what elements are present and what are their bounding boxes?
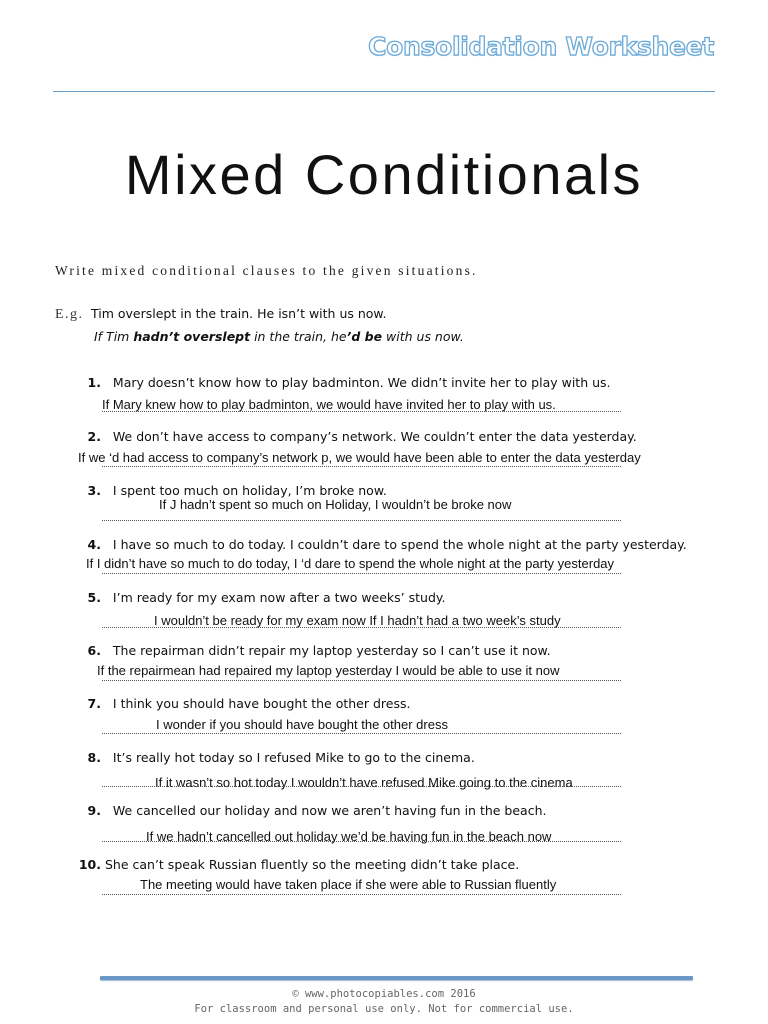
question-5 (75, 590, 446, 605)
question-text: She can’t speak Russian fluently so the meeting didn’t take place. (104, 857, 520, 872)
answer-3[interactable]: If J hadn’t spent so much on Holiday, I wouldn’t be broke now (159, 497, 512, 512)
answer-line-9 (102, 841, 621, 842)
answer-8[interactable]: If it wasn’t so hot today I wouldn’t have refused Mike going to the cinema (155, 775, 573, 790)
answer-line-1 (102, 411, 621, 412)
worksheet-brand: Consolidation Worksheet (368, 32, 714, 61)
example-answer-mid: in the train, he (250, 329, 347, 344)
answer-9[interactable]: If we hadn’t cancelled out holiday we’d be having fun in the beach now (146, 829, 552, 844)
question-text: We don’t have access to company’s network. We couldn’t enter the data yesterday. (112, 429, 637, 444)
answer-6[interactable]: If the repairmean had repaired my laptop yesterday I would be able to use it now (97, 663, 560, 678)
question-number: 4. (87, 537, 101, 552)
question-number: 6. (87, 643, 101, 658)
answer-line-5 (102, 627, 621, 628)
answer-7[interactable]: I wonder if you should have bought the other dress (156, 717, 448, 732)
question-text: I’m ready for my exam now after a two weeks’ study. (112, 590, 446, 605)
example-answer-pre: If Tim (94, 329, 134, 344)
answer-line-2 (102, 466, 621, 467)
answer-line-8 (102, 786, 621, 787)
question-text: Mary doesn’t know how to play badminton. We didn’t invite her to play with us. (112, 375, 611, 390)
question-4 (75, 537, 687, 552)
example-answer-bold-1: hadn’t overslept (133, 329, 251, 344)
answer-line-3 (102, 520, 621, 521)
question-number: 9. (87, 803, 101, 818)
question-number: 2. (87, 429, 101, 444)
answer-1[interactable]: If Mary knew how to play badminton, we would have invited her to play with us. (102, 397, 556, 412)
question-2 (75, 429, 637, 444)
question-number: 7. (87, 696, 101, 711)
question-text: We cancelled our holiday and now we aren’t having fun in the beach. (112, 803, 547, 818)
answer-2[interactable]: If we ‘d had access to company’s network p, we would have been able to enter the data yesterday (78, 450, 641, 465)
question-text: I have so much to do today. I couldn’t dare to spend the whole night at the party yesterday. (112, 537, 687, 552)
example-label: E.g. (55, 307, 84, 322)
question-3 (75, 483, 387, 498)
question-1 (75, 375, 611, 390)
question-number: 3. (87, 483, 101, 498)
question-number: 8. (87, 750, 101, 765)
question-6 (75, 643, 551, 658)
answer-line-4 (102, 573, 621, 574)
example-answer-post: with us now. (382, 329, 464, 344)
example-answer (94, 329, 464, 344)
footer-divider (100, 976, 693, 980)
answer-5[interactable]: I wouldn’t be ready for my exam now If I hadn’t had a two week’s study (154, 613, 561, 628)
header-divider (53, 91, 715, 92)
worksheet-title: Mixed Conditionals (124, 143, 644, 206)
question-8 (75, 750, 475, 765)
question-number: 10. (78, 857, 101, 872)
question-10 (75, 857, 519, 872)
answer-10[interactable]: The meeting would have taken place if she were able to Russian fluently (140, 877, 557, 892)
question-number: 5. (87, 590, 101, 605)
answer-line-6 (102, 680, 621, 681)
answer-line-7 (102, 733, 621, 734)
question-text: I think you should have bought the other dress. (112, 696, 411, 711)
footer-copyright: © www.photocopiables.com 2016 (292, 988, 476, 1000)
footer-usage-note: For classroom and personal use only. Not for commercial use. (194, 1003, 574, 1015)
question-9 (75, 803, 546, 818)
question-number: 1. (87, 375, 101, 390)
answer-line-10 (102, 894, 621, 895)
example-question: Tim overslept in the train. He isn’t with us now. (91, 306, 387, 321)
question-text: The repairman didn’t repair my laptop yesterday so I can’t use it now. (112, 643, 551, 658)
question-text: I spent too much on holiday, I’m broke now. (112, 483, 387, 498)
answer-4[interactable]: If I didn’t have so much to do today, I ‘d dare to spend the whole night at the party yesterday (86, 556, 615, 571)
example-answer-bold-2: ’d be (346, 329, 383, 344)
question-7 (75, 696, 410, 711)
question-text: It’s really hot today so I refused Mike to go to the cinema. (112, 750, 475, 765)
instruction-text: Write mixed conditional clauses to the given situations. (55, 263, 478, 278)
